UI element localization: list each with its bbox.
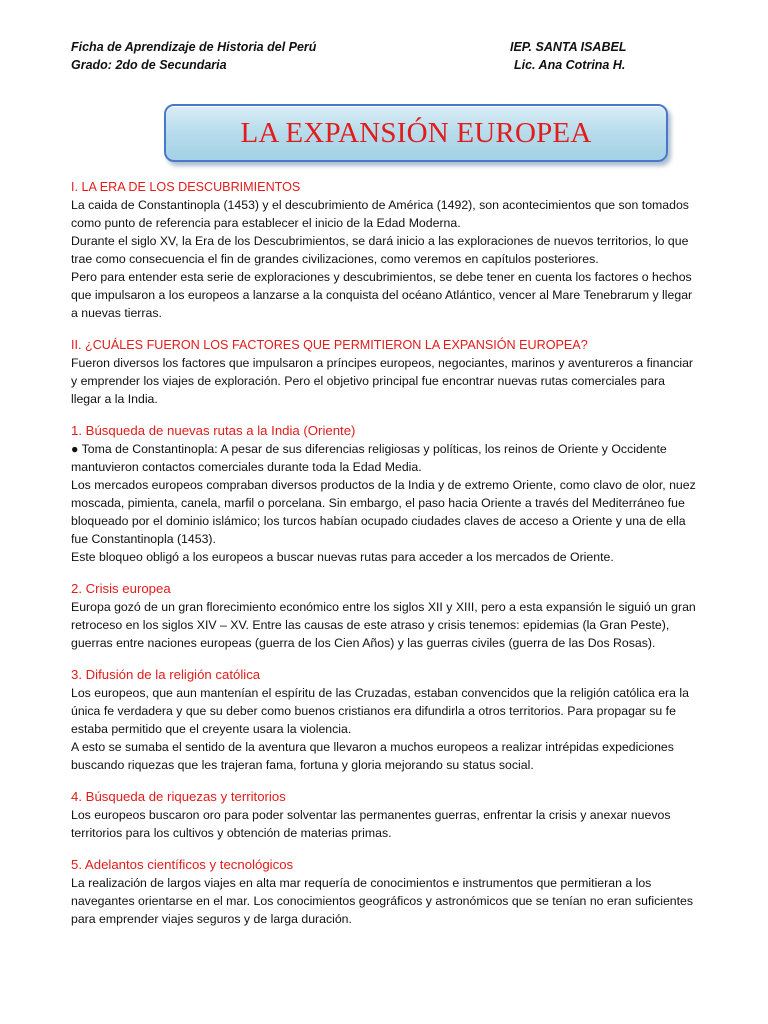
factor-heading: 2. Crisis europea (71, 581, 171, 596)
text-line: Fueron diversos los factores que impulsaron a príncipes europeos, negociantes, marinos y aventureros a financiar (71, 356, 694, 370)
text-line: A esto se sumaba el sentido de la aventura que llevaron a muchos europeos a realizar intrépidas expediciones (71, 740, 674, 754)
grade-label: Grado: 2do de Secundaria (71, 58, 227, 72)
factor-heading: 1. Búsqueda de nuevas rutas a la India (Oriente) (71, 423, 356, 438)
text-line: Los europeos buscaron oro para poder solventar las permanentes guerras, enfrentar la crisis y anexar nuevos (71, 808, 671, 822)
school-name: IEP. SANTA ISABEL (510, 40, 627, 54)
factor-religion-catolica (71, 666, 711, 774)
course-title: Ficha de Aprendizaje de Historia del Perú (71, 40, 317, 54)
text-line: Los europeos, que aun mantenían el espíritu de las Cruzadas, estaban convencidos que la religión católica era la (71, 686, 689, 700)
text-line: como punto de referencia para establecer el inicio de la Edad Moderna. (71, 216, 461, 230)
text-line: estaba permitido que el creyente usara la violencia. (71, 722, 352, 736)
text-line: La caida de Constantinopla (1453) y el descubrimiento de América (1492), son acontecimientos que son tomados (71, 198, 689, 212)
title-banner (164, 104, 668, 162)
factor-rutas-india (71, 422, 711, 566)
text-line: La realización de largos viajes en alta mar requería de conocimientos e instrumentos que permitieran a los (71, 876, 652, 890)
text-line: guerras entre naciones europeas (guerra de los Cien Años) y las guerras civiles (guerra de las Dos Rosas). (71, 636, 656, 650)
page-title: LA EXPANSIÓN EUROPEA (240, 116, 592, 149)
text-line: y emprender los viajes de exploración. Pero el objetivo principal fue encontrar nuevas rutas comerciales para (71, 374, 665, 388)
document-body (71, 178, 711, 928)
text-line: Pero para entender esta serie de exploraciones y descubrimientos, se debe tener en cuenta los factores o hechos (71, 270, 692, 284)
text-line: que impulsaron a los europeos a lanzarse a la conquista del océano Atlántico, vencer al Mare Tenebrarum y llegar (71, 288, 693, 302)
factor-heading: 5. Adelantos científicos y tecnológicos (71, 857, 294, 872)
text-line: navegantes orientarse en el mar. Los conocimientos geográficos y astronómicos que se tenían no eran suficientes (71, 894, 694, 908)
text-line: bloqueado por el dominio islámico; los turcos habían ocupado ciudades claves de acceso a Oriente y una de ella (71, 514, 686, 528)
factor-adelantos-cientificos (71, 856, 711, 928)
factor-heading: 3. Difusión de la religión católica (71, 667, 261, 682)
header-right (510, 38, 626, 74)
text-line: ● Toma de Constantinopla: A pesar de sus diferencias religiosas y políticas, los reinos de Oriente y Occidente (71, 442, 667, 456)
header-left (71, 38, 316, 74)
text-line: trae como consecuencia el fin de grandes civilizaciones, como veremos en capítulos posteriores. (71, 252, 599, 266)
text-line: Durante el siglo XV, la Era de los Descubrimientos, se dará inicio a las exploraciones de nuevos territorios, lo que (71, 234, 689, 248)
text-line: territorios para los cultivos y obtención de materias primas. (71, 826, 392, 840)
text-line: moscada, pimienta, canela, marfil o porcelana. Sin embargo, el paso hacia Oriente a través del Mediterráneo fue (71, 496, 685, 510)
factor-crisis-europea (71, 580, 711, 652)
text-line: a nuevas tierras. (71, 306, 162, 320)
section-era-descubrimientos (71, 178, 711, 322)
factor-heading: 4. Búsqueda de riquezas y territorios (71, 789, 286, 804)
text-line: fue Constantinopla (1453). (71, 532, 216, 546)
text-line: para emprender viajes seguros y de larga duración. (71, 912, 352, 926)
text-line: retroceso en los siglos XIV – XV. Entre las causas de este atraso y crisis tenemos: epidemias (la Gran Peste), (71, 618, 670, 632)
text-line: buscando riquezas que les trajeran fama, fortuna y gloria mejorando su status social. (71, 758, 534, 772)
section-heading: I. LA ERA DE LOS DESCUBRIMIENTOS (71, 180, 301, 194)
text-line: llegar a la India. (71, 392, 158, 406)
factor-riquezas-territorios (71, 788, 711, 842)
text-line: mantuvieron contactos comerciales durante toda la Edad Media. (71, 460, 422, 474)
text-line: Este bloqueo obligó a los europeos a buscar nuevas rutas para acceder a los mercados de Oriente. (71, 550, 614, 564)
text-line: Los mercados europeos compraban diversos productos de la India y de extremo Oriente, como clavo de olor, nuez (71, 478, 696, 492)
section-factores (71, 336, 711, 408)
teacher-name: Lic. Ana Cotrina H. (514, 58, 626, 72)
section-heading: II. ¿CUÁLES FUERON LOS FACTORES QUE PERMITIERON LA EXPANSIÓN EUROPEA? (71, 338, 588, 352)
text-line: Europa gozó de un gran florecimiento económico entre los siglos XII y XIII, pero a esta expansión le siguió un gran (71, 600, 696, 614)
text-line: única fe verdadera y que su deber como buenos cristianos era difundirla a otros territorios. Para propagar su fe (71, 704, 676, 718)
